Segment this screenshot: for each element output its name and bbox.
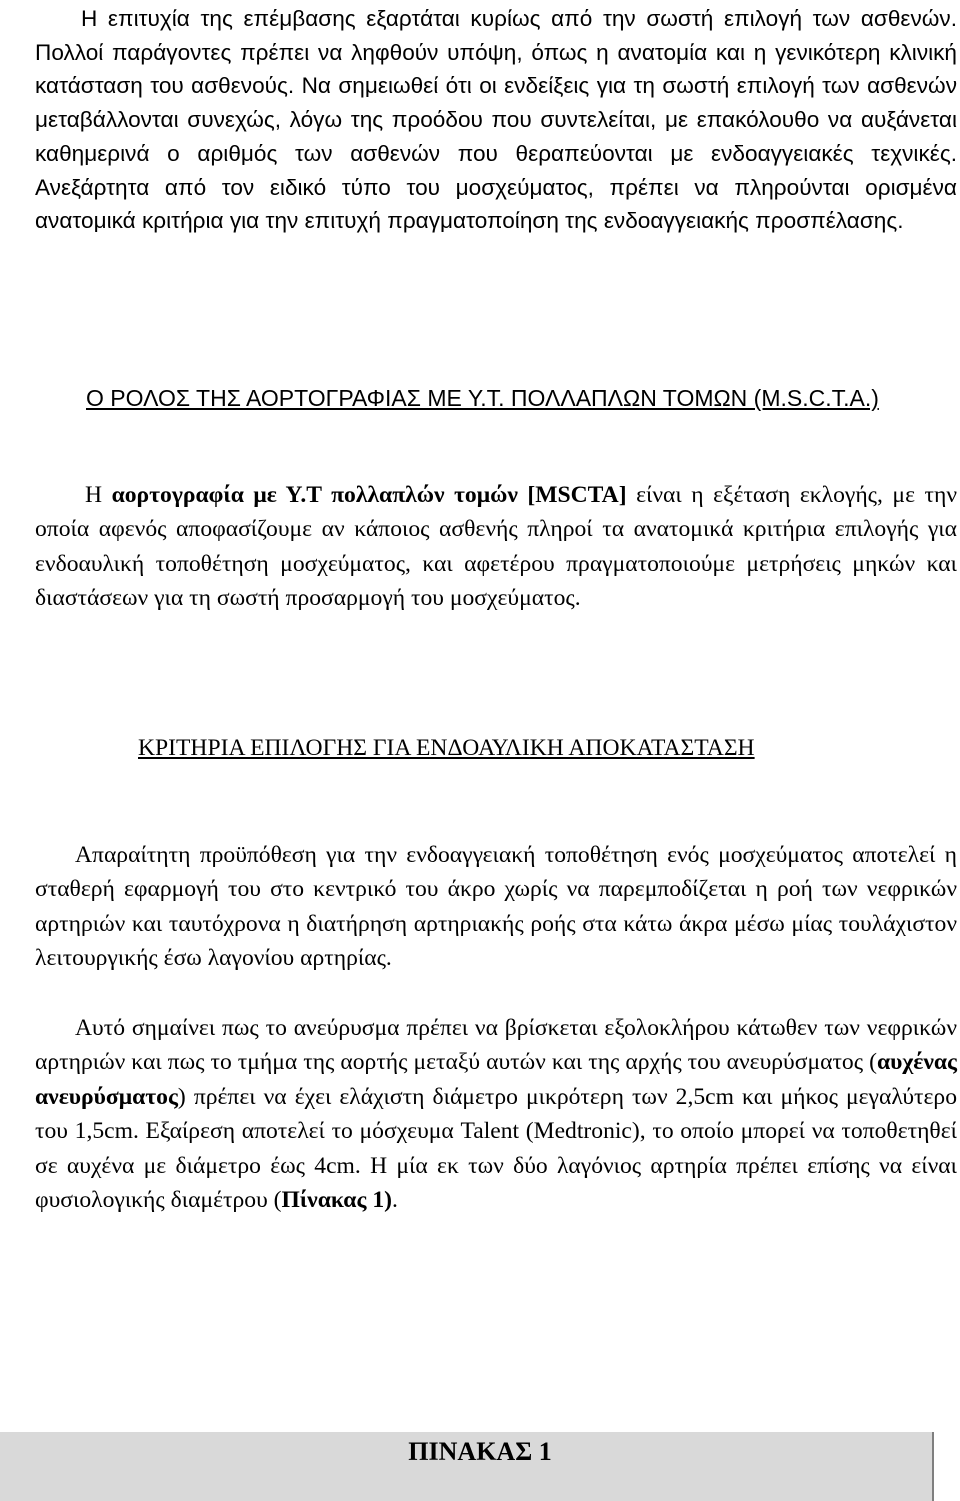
table-reference: Πίνακας 1) <box>281 1187 392 1214</box>
paragraph-intro <box>35 2 957 238</box>
aneurysm-neck-term: αυχένας ανευρύσματος <box>35 1049 957 1110</box>
paragraph-msct-rest: είναι η εξέταση εκλογής, με την οποία αφενός αποφασίζουμε αν κάποιος ασθενής πληροί τα ανατομικά κριτήρια επιλογής για ενδοαυλική τοποθέτηση μοσχεύματος, και αφετέρου πραγματοποιούμε μετρήσεις μηκών και διαστάσεων για τη σωστή προσαρμογή του μοσχεύματος. <box>35 482 957 612</box>
paragraph-msct <box>35 478 957 616</box>
paragraph-msct-bold-term: αορτογραφία με Υ.Τ πολλαπλών τομών [MSCTA] <box>111 482 627 508</box>
paragraph-aneurysm <box>35 1011 957 1217</box>
paragraph-prerequisite-text: Απαραίτητη προϋπόθεση για την ενδοαγγειακή τοποθέτηση ενός μοσχεύματος αποτελεί η σταθερή εφαρμογή του στο κεντρικό του άκρο χωρίς να παρεμποδίζεται η ροή των νεφρικών αρτηριών και ταυτόχρονα η διατήρηση αρτηριακής ροής στα κάτω άκρα μέσω μίας τουλάχιστον λειτουργικής έσω λαγονίου αρτηρίας. <box>35 842 957 972</box>
table-title-text: ΠΙΝΑΚΑΣ 1 <box>408 1437 552 1466</box>
heading-selection-criteria: ΚΡΙΤΗΡΙΑ ΕΠΙΛΟΓΗΣ ΓΙΑ ΕΝΔΟΑΥΛΙΚΗ ΑΠΟΚΑΤΑΣΤΑΣΗ <box>138 735 755 761</box>
paragraph-aneurysm-part1: Αυτό σημαίνει πως το ανεύρυσμα πρέπει να βρίσκεται εξολοκλήρου κάτωθεν των νεφρικών αρτηριών και πως το τμήμα της αορτής μεταξύ αυτών και της αρχής του ανευρύσματος ( <box>35 1015 957 1076</box>
paragraph-aneurysm-part2: ) πρέπει να έχει ελάχιστη διάμετρο μικρότερη των 2,5cm και μήκος μεγαλύτερο του 1,5cm. Εξαίρεση αποτελεί το μόσχευμα Talent (Medtronic), το οποίο μπορεί να τοποθετηθεί σε αυχένα με διάμετρο έως 4cm. Η μία εκ των δύο λαγόνιος αρτηρία πρέπει επίσης να είναι φυσιολογικής διαμέτρου ( <box>35 1083 957 1214</box>
paragraph-aneurysm-part3: . <box>392 1187 398 1214</box>
table-title <box>0 1432 960 1492</box>
paragraph-prerequisite <box>35 838 957 976</box>
paragraph-msct-prefix: Η <box>85 482 112 508</box>
heading-role-of-aortography: Ο ΡΟΛΟΣ ΤΗΣ ΑΟΡΤΟΓΡΑΦΙΑΣ ΜΕ Υ.Τ. ΠΟΛΛΑΠΛΩΝ ΤΟΜΩΝ (M.S.C.T.A.) <box>86 385 879 411</box>
paragraph-intro-text: Η επιτυχία της επέμβασης εξαρτάται κυρίως από την σωστή επιλογή των ασθενών. Πολλοί παράγοντες πρέπει να ληφθούν υπόψη, όπως η ανατομία και η γενικότερη κλινική κατάσταση του ασθενούς. Να σημειωθεί ότι οι ενδείξεις για τη σωστή επιλογή των ασθενών μεταβάλλονται συνεχώς, λόγω της προόδου που συντελείται, με επακόλουθο να αυξάνεται καθημερινά ο αριθμός των ασθενών που θεραπεύονται με ενδοαγγειακές τεχνικές. Ανεξάρτητα από τον ειδικό τύπο του μοσχεύματος, πρέπει να πληρούνται ορισμένα ανατομικά κριτήρια για την επιτυχή πραγματοποίηση της ενδοαγγειακής προσπέλασης. <box>35 6 957 234</box>
